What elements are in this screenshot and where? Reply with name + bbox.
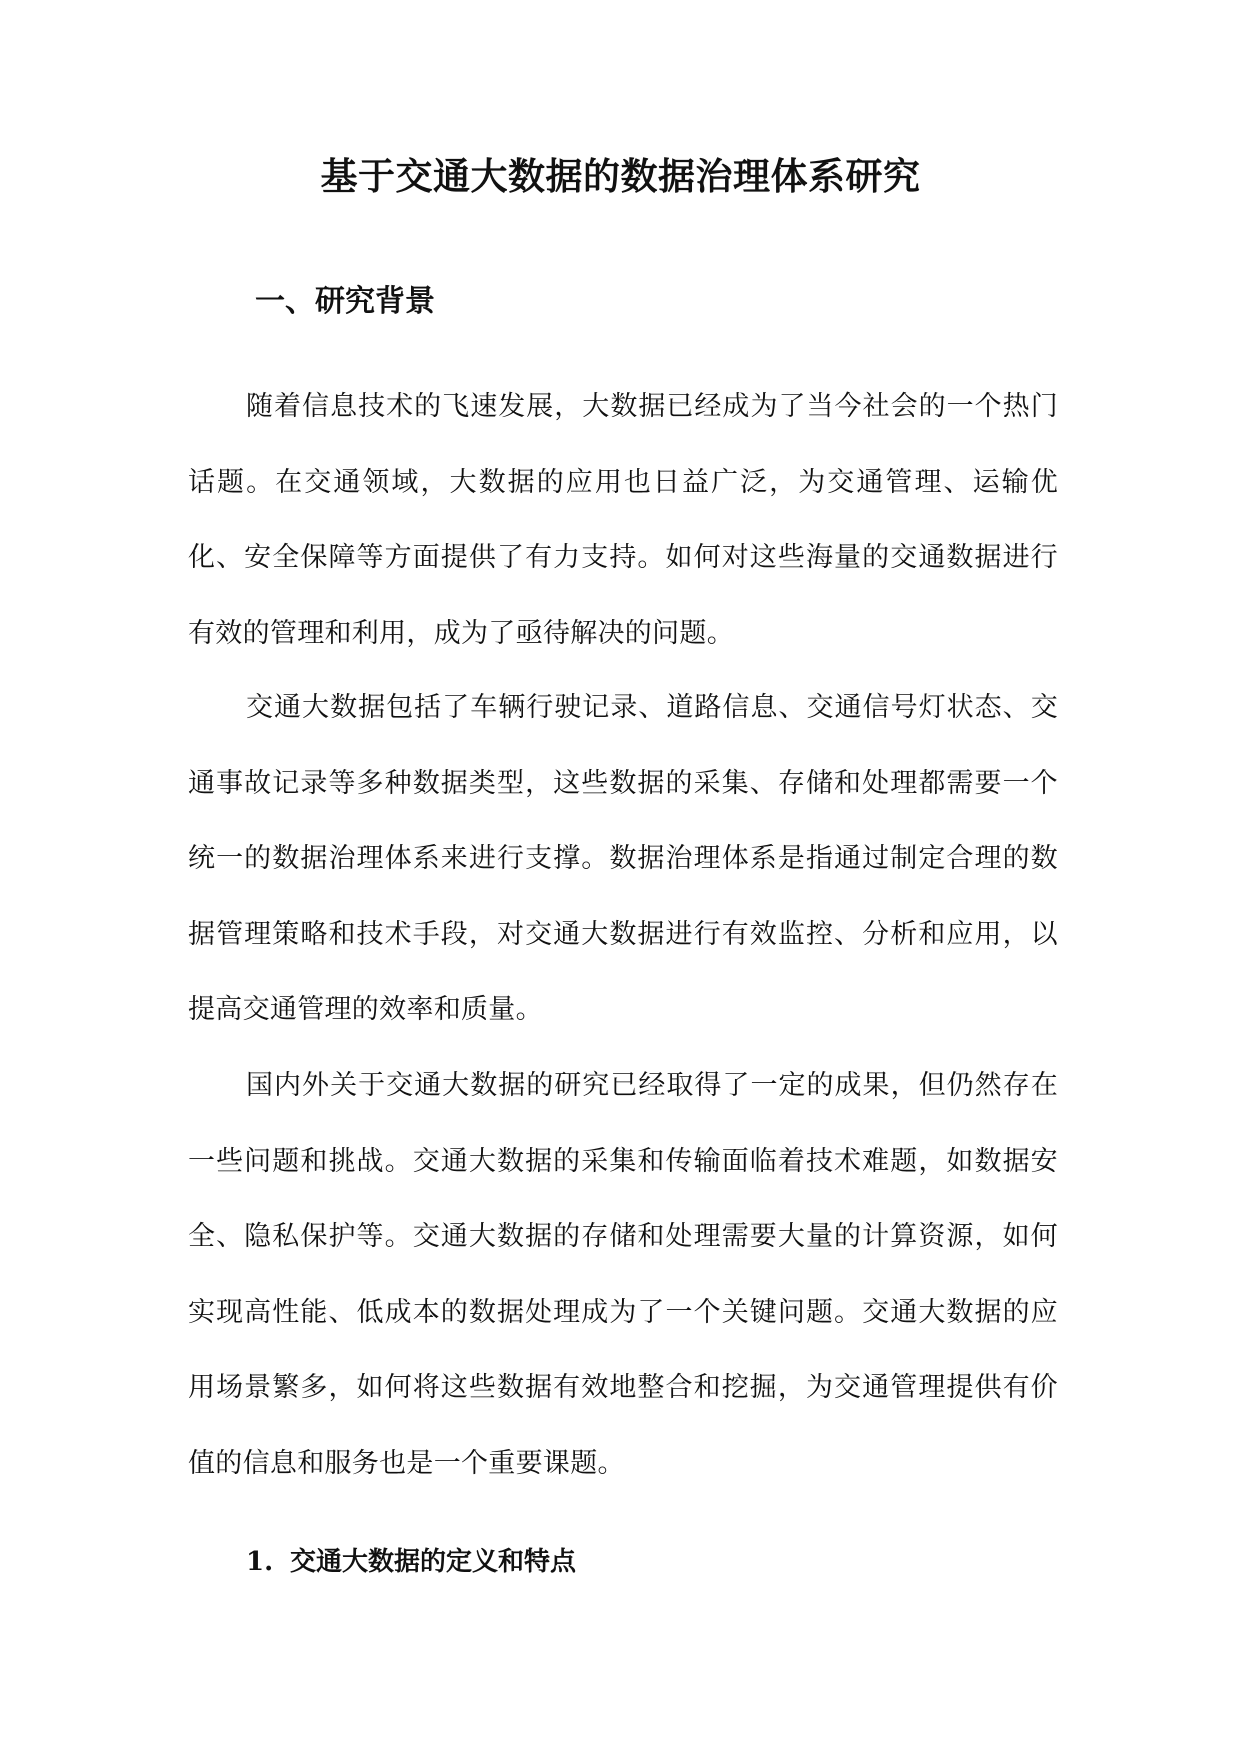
paragraph-1: 随着信息技术的飞速发展，大数据已经成为了当今社会的一个热门话题。在交通领域，大数据的应用也日益广泛，为交通管理、运输优化、安全保障等方面提供了有力支持。如何对这些海量的交通数据进行有效的管理和利用，成为了亟待解决的问题。 [188, 391, 1058, 649]
subsection-number: 1. [246, 1547, 274, 1577]
subsection-title: 交通大数据的定义和特点 [290, 1547, 577, 1577]
document-title: 基于交通大数据的数据治理体系研究 [320, 154, 921, 198]
paragraph-3: 国内外关于交通大数据的研究已经取得了一定的成果，但仍然存在一些问题和挑战。交通大数据的采集和传输面临着技术难题，如数据安全、隐私保护等。交通大数据的存储和处理需要大量的计算资源，如何实现高性能、低成本的数据处理成为了一个关键问题。交通大数据的应用场景繁多，如何将这些数据有效地整合和挖掘，为交通管理提供有价值的信息和服务也是一个重要课题。 [188, 1070, 1058, 1479]
subsection-heading [246, 1542, 576, 1582]
paragraph-2: 交通大数据包括了车辆行驶记录、道路信息、交通信号灯状态、交通事故记录等多种数据类型，这些数据的采集、存储和处理都需要一个统一的数据治理体系来进行支撑。数据治理体系是指通过制定合理的数据管理策略和技术手段，对交通大数据进行有效监控、分析和应用，以提高交通管理的效率和质量。 [188, 692, 1058, 1025]
section-heading: 一、研究背景 [255, 284, 435, 319]
